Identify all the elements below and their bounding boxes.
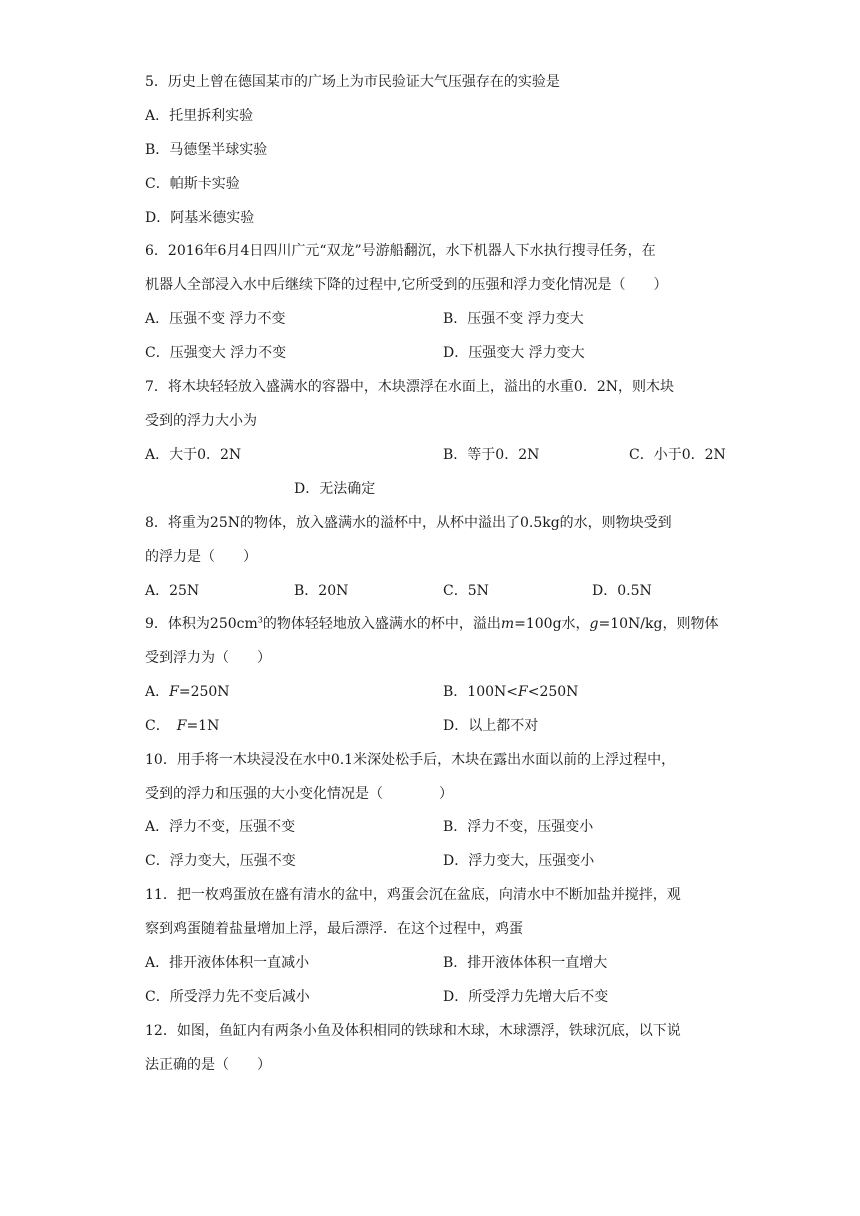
question-10-option-b: B．浮力不变，压强变小	[443, 819, 594, 835]
question-8-option-d: D．0.5N	[592, 583, 652, 599]
question-9-option-c	[145, 716, 219, 736]
option-a-label: A．	[145, 684, 170, 700]
question-5-option-b: B．马德堡半球实验	[145, 142, 268, 158]
cubic-superscript: 3	[257, 615, 263, 625]
question-7-option-d: D．无法确定	[294, 481, 376, 497]
question-5-stem: 5．历史上曾在德国某市的广场上为市民验证大气压强存在的实验是	[145, 74, 560, 90]
option-b-value: <250N	[527, 684, 579, 700]
question-8-stem-line-2: 的浮力是（ ）	[145, 549, 257, 565]
question-9-stem-line-1	[145, 614, 718, 634]
question-11-option-d: D．所受浮力先增大后不变	[443, 989, 609, 1005]
question-7-option-b: B．等于0．2N	[443, 447, 540, 463]
question-6-option-c: C．压强变大 浮力不变	[145, 345, 287, 361]
gravity-symbol: g	[589, 616, 599, 632]
question-9-stem-text: 的物体轻轻地放入盛满水的杯中，溢出	[262, 616, 501, 632]
question-10-option-d: D．浮力变大，压强变小	[443, 853, 595, 869]
question-6-option-a: A．压强不变 浮力不变	[145, 311, 286, 327]
question-9-mass-value: =100g水，	[514, 616, 590, 632]
question-7-stem-line-1: 7．将木块轻轻放入盛满水的容器中，木块漂浮在水面上，溢出的水重0．2N，则木块	[145, 379, 674, 395]
question-10-option-a: A．浮力不变，压强不变	[145, 819, 296, 835]
force-symbol: F	[176, 718, 187, 734]
question-9-volume-text: 9．体积为250cm	[145, 616, 258, 632]
question-11-option-c: C．所受浮力先不变后减小	[145, 989, 310, 1005]
question-9-option-b	[443, 682, 578, 702]
question-5-option-c: C．帕斯卡实验	[145, 176, 240, 192]
question-8-option-a: A．25N	[145, 583, 200, 599]
question-5-option-d: D．阿基米德实验	[145, 210, 255, 226]
question-9-option-a	[145, 682, 230, 702]
question-9-stem-line-2: 受到浮力为（ ）	[145, 650, 271, 666]
question-10-stem-line-2: 受到的浮力和压强的大小变化情况是（ ）	[145, 786, 453, 802]
question-10-stem-line-1: 10．用手将一木块浸没在水中0.1米深处松手后，木块在露出水面以前的上浮过程中，	[145, 752, 676, 768]
question-6-option-b: B．压强不变 浮力变大	[443, 311, 584, 327]
question-11-stem-line-2: 察到鸡蛋随着盐量增加上浮，最后漂浮．在这个过程中，鸡蛋	[145, 921, 523, 937]
force-symbol: F	[518, 684, 528, 700]
option-c-value: =1N	[186, 718, 220, 734]
question-11-stem-line-1: 11．把一枚鸡蛋放在盛有清水的盆中，鸡蛋会沉在盆底，向清水中不断加盐并搅拌，观	[145, 887, 681, 903]
mass-symbol: m	[500, 616, 515, 632]
question-9-option-d: D．以上都不对	[443, 718, 539, 734]
question-5-option-a: A．托里拆利实验	[145, 108, 254, 124]
question-11-option-a: A．排开液体体积一直减小	[145, 955, 310, 971]
question-8-option-b: B．20N	[294, 583, 349, 599]
question-7-option-c: C．小于0．2N	[629, 447, 726, 463]
question-7-stem-line-2: 受到的浮力大小为	[145, 413, 257, 429]
option-c-label: C．	[145, 718, 177, 734]
question-8-stem-line-1: 8．将重为25N的物体，放入盛满水的溢杯中，从杯中溢出了0.5kg的水，则物块受到	[145, 515, 672, 531]
question-10-option-c: C．浮力变大，压强不变	[145, 853, 296, 869]
question-6-option-d: D．压强变大 浮力变大	[443, 345, 585, 361]
option-a-value: =250N	[178, 684, 230, 700]
question-9-gravity-value: =10N/kg，则物体	[598, 616, 719, 632]
question-6-stem-line-2: 机器人全部浸入水中后继续下降的过程中,它所受到的压强和浮力变化情况是（ ）	[145, 277, 668, 293]
question-6-stem-line-1: 6．2016年6月4日四川广元“双龙”号游船翻沉，水下机器人下水执行搜寻任务，在	[145, 243, 656, 259]
question-12-stem-line-2: 法正确的是（ ）	[145, 1057, 271, 1073]
question-11-option-b: B．排开液体体积一直增大	[443, 955, 608, 971]
question-7-option-a: A．大于0．2N	[145, 447, 242, 463]
force-symbol: F	[169, 684, 179, 700]
option-b-label: B．100N<	[443, 684, 518, 700]
question-8-option-c: C．5N	[443, 583, 489, 599]
question-12-stem-line-1: 12．如图，鱼缸内有两条小鱼及体积相同的铁球和木球，木球漂浮，铁球沉底，以下说	[145, 1023, 681, 1039]
